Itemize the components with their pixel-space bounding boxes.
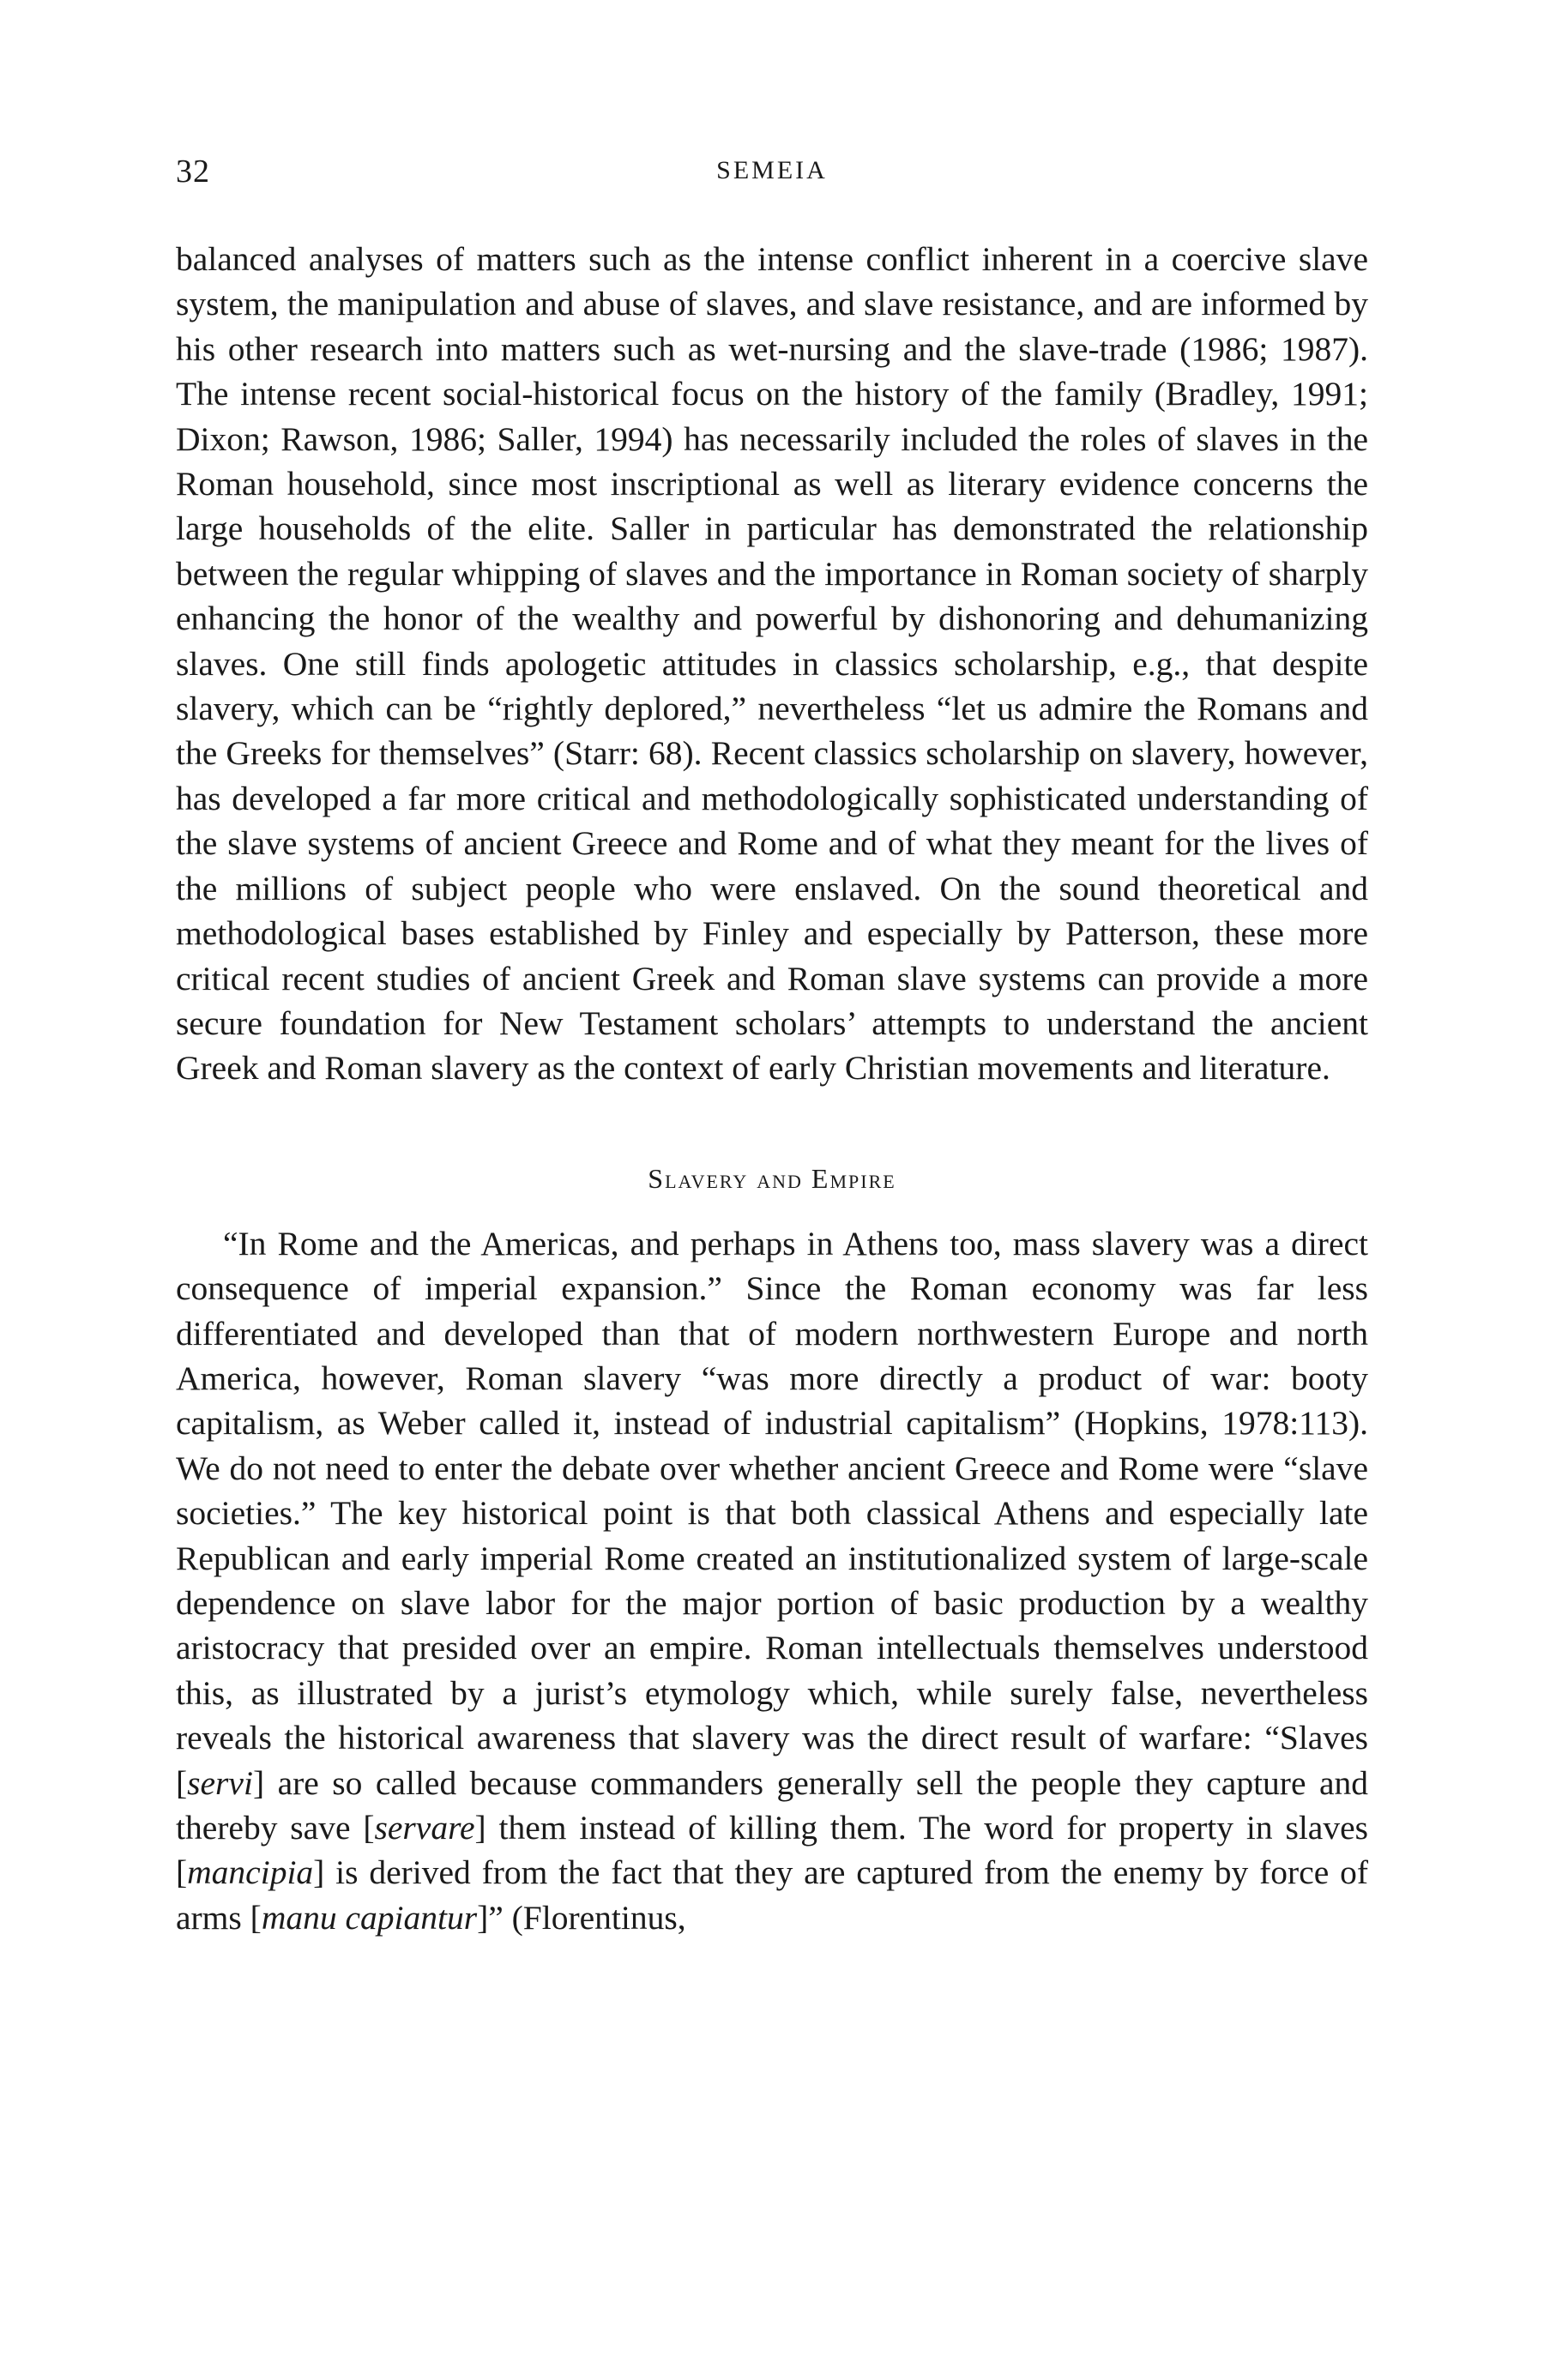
paragraph-text-5: ]” (Florentinus, <box>477 1898 686 1937</box>
paragraph-text-1: “In Rome and the Americas, and perhaps in Athens too, mass slavery was a direct consequence of imperial expansion.” Since the Roman economy was far less differentiated and developed than that of modern northwestern Europe and north America, however, Roman slavery “was more directly a product of war: booty capitalism, as Weber called it, instead of industrial capitalism” (Hopkins, 1978:113). We do not need to enter the debate over whether ancient Greece and Rome were “slave societies.” The key historical point is that both classical Athens and especially late Republican and early imperial Rome created an institutionalized system of large-scale dependence on slave labor for the major portion of basic production by a wealthy aristocracy that presided over an empire. Roman intellectuals themselves understood this, as illustrated by a jurist’s etymology which, while surely false, nevertheless reveals the historical awareness that slavery was the direct result of warfare: “Slaves [ <box>176 1224 1368 1802</box>
page-header <box>176 153 1368 196</box>
latin-term-servare: servare <box>374 1809 475 1847</box>
paragraph-text-2: ] are so called because commanders generally sell the people they capture and thereby save [ <box>176 1763 1368 1847</box>
paragraph-text-3: ] them instead of killing them. The word for property in slaves [ <box>176 1809 1368 1892</box>
running-head: SEMEIA <box>716 156 828 184</box>
latin-term-manu-capiantur: manu capiantur <box>261 1898 478 1937</box>
paragraph-slavery-and-empire <box>176 1221 1368 1941</box>
latin-term-servi: servi <box>187 1763 253 1802</box>
body-text <box>176 237 1368 1940</box>
paragraph-text-4: ] is derived from the fact that they are captured from the enemy by force of arms [ <box>176 1853 1368 1937</box>
paragraph-continued: balanced analyses of matters such as the intense conflict inherent in a coercive slave system, the manipulation and abuse of slaves, and slave resistance, and are informed by his other research into matters such as wet-nursing and the slave-trade (1986; 1987). The intense recent social-historical focus on the history of the family (Bradley, 1991; Dixon; Rawson, 1986; Saller, 1994) has necessarily included the roles of slaves in the Roman household, since most inscriptional as well as literary evidence concerns the large households of the elite. Saller in particular has demonstrated the relationship between the regular whipping of slaves and the importance in Roman society of sharply enhancing the honor of the wealthy and powerful by dishonoring and dehumanizing slaves. One still finds apologetic attitudes in classics scholarship, e.g., that despite slavery, which can be “rightly deplored,” nevertheless “let us admire the Romans and the Greeks for themselves” (Starr: 68). Recent classics scholarship on slavery, however, has developed a far more critical and methodologically sophisticated understanding of the slave systems of ancient Greece and Rome and of what they meant for the lives of the millions of subject people who were enslaved. On the sound theoretical and methodological bases established by Finley and especially by Patterson, these more critical recent studies of ancient Greek and Roman slave systems can provide a more secure foundation for New Testament scholars’ attempts to understand the ancient Greek and Roman slavery as the context of early Christian movements and literature. <box>176 240 1368 1088</box>
latin-term-mancipia: mancipia <box>187 1853 314 1892</box>
page-number: 32 <box>176 154 210 190</box>
section-heading: Slavery and Empire <box>648 1162 896 1194</box>
